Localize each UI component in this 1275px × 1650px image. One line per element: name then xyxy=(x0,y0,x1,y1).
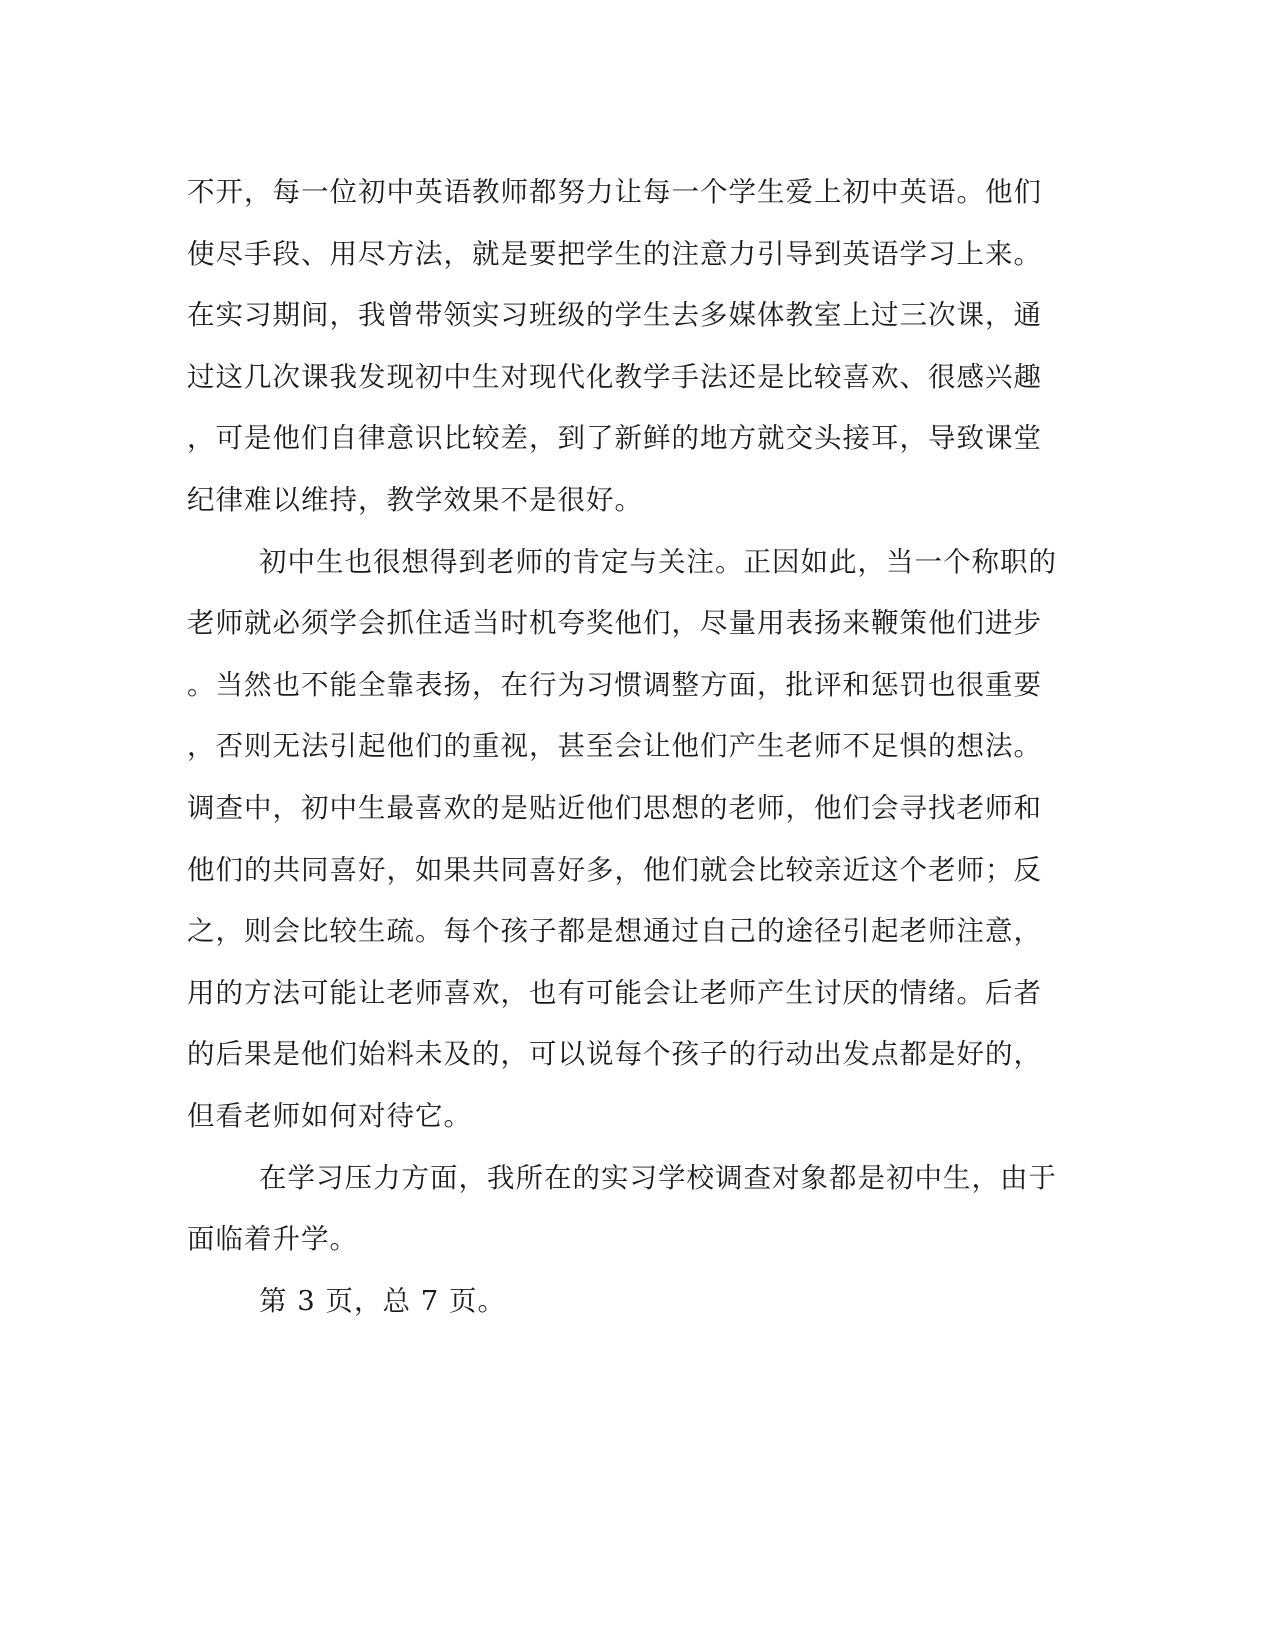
text-line: 老师就必须学会抓住适当时机夸奖他们，尽量用表扬来鞭策他们进步 xyxy=(187,607,1042,640)
text-line: ，否则无法引起他们的重视，甚至会让他们产生老师不足惧的想法。 xyxy=(187,730,1042,763)
page-number-text: 第 3 页，总 7 页。 xyxy=(259,1284,506,1317)
text-line: 初中生也很想得到老师的肯定与关注。正因如此，当一个称职的 xyxy=(259,545,1057,578)
text-line: 用的方法可能让老师喜欢，也有可能会让老师产生讨厌的情绪。后者 xyxy=(187,976,1042,1009)
paragraph-3 xyxy=(187,1148,1067,1271)
text-line: 调查中，初中生最喜欢的是贴近他们思想的老师，他们会寻找老师和 xyxy=(187,791,1042,824)
text-line: 但看老师如何对待它。 xyxy=(187,1099,472,1132)
text-line: 之，则会比较生疏。每个孩子都是想通过自己的途径引起老师注意， xyxy=(187,915,1042,948)
text-line: 他们的共同喜好，如果共同喜好多，他们就会比较亲近这个老师；反 xyxy=(187,853,1042,886)
text-line: 过这几次课我发现初中生对现代化教学手法还是比较喜欢、很感兴趣 xyxy=(187,360,1042,393)
text-line: 在实习期间，我曾带领实习班级的学生去多媒体教室上过三次课，通 xyxy=(187,299,1042,332)
document-body xyxy=(187,162,1067,1332)
text-line: 纪律难以维持，教学效果不是很好。 xyxy=(187,483,643,516)
text-line: 。当然也不能全靠表扬，在行为习惯调整方面，批评和惩罚也很重要 xyxy=(187,668,1042,701)
text-line: 的后果是他们始料未及的，可以说每个孩子的行动出发点都是好的， xyxy=(187,1038,1042,1071)
page-footer xyxy=(187,1271,1067,1333)
text-line: 使尽手段、用尽方法，就是要把学生的注意力引导到英语学习上来。 xyxy=(187,237,1042,270)
text-line: 面临着升学。 xyxy=(187,1223,358,1256)
text-line: 在学习压力方面，我所在的实习学校调查对象都是初中生，由于 xyxy=(259,1161,1057,1194)
paragraph-1 xyxy=(187,162,1067,532)
paragraph-2 xyxy=(187,532,1067,1148)
text-line: ，可是他们自律意识比较差，到了新鲜的地方就交头接耳，导致课堂 xyxy=(187,422,1042,455)
text-line: 不开，每一位初中英语教师都努力让每一个学生爱上初中英语。他们 xyxy=(187,176,1042,208)
